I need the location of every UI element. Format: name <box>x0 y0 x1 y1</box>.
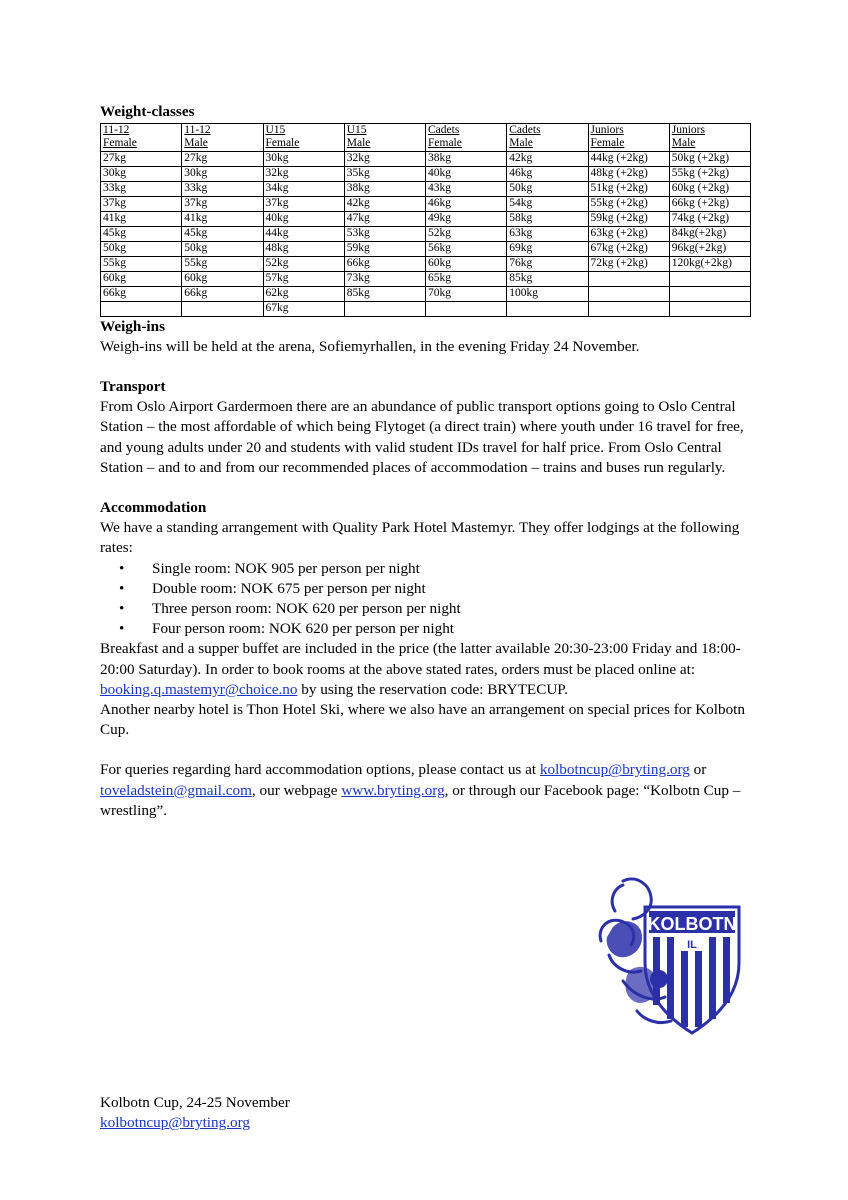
table-cell: 30kg <box>101 166 182 181</box>
queries-or: or <box>693 761 707 779</box>
table-cell: 43kg <box>426 181 507 196</box>
table-cell: 44kg <box>263 226 344 241</box>
table-cell: 40kg <box>263 211 344 226</box>
table-cell: 55kg (+2kg) <box>669 166 750 181</box>
table-cell: 30kg <box>263 151 344 166</box>
table-row <box>101 301 751 316</box>
table-cell: 49kg <box>426 211 507 226</box>
table-cell: 59kg (+2kg) <box>588 211 669 226</box>
table-cell: 76kg <box>507 256 588 271</box>
bullet-icon: • <box>119 559 125 577</box>
bullet-icon: • <box>119 620 125 638</box>
table-row <box>101 241 751 256</box>
queries-webpage-label: , our webpage <box>251 781 338 799</box>
column-header-line: Female <box>590 137 625 150</box>
table-cell: 57kg <box>263 271 344 286</box>
table-row <box>101 226 751 241</box>
logo-suffix: IL <box>687 939 697 951</box>
table-cell: 63kg (+2kg) <box>588 226 669 241</box>
footer-event: Kolbotn Cup, 24-25 November <box>100 1094 290 1111</box>
table-cell: 48kg <box>263 241 344 256</box>
rates-list <box>100 559 760 640</box>
table-cell: 67kg <box>263 301 344 316</box>
table-cell: 32kg <box>344 151 425 166</box>
table-cell <box>669 301 750 316</box>
transport-heading: Transport <box>100 378 166 396</box>
table-cell: 59kg <box>344 241 425 256</box>
table-row <box>101 196 751 211</box>
table-cell: 37kg <box>263 196 344 211</box>
table-cell: 56kg <box>426 241 507 256</box>
column-header-line: Female <box>265 137 300 150</box>
table-cell: 30kg <box>182 166 263 181</box>
table-cell: 50kg <box>101 241 182 256</box>
table-cell: 66kg <box>344 256 425 271</box>
table-row <box>101 181 751 196</box>
weigh-ins-heading: Weigh-ins <box>100 317 165 335</box>
column-header-line: Female <box>103 137 137 150</box>
table-cell: 73kg <box>344 271 425 286</box>
column-header-line: Cadets <box>428 124 460 137</box>
rate-text: Four person room: NOK 620 per person per night <box>152 620 455 638</box>
table-row <box>101 286 751 301</box>
other-hotel-text: Another nearby hotel is Thon Hotel Ski, where we also have an arrangement on special prices for Kolbotn Cup. <box>100 701 745 739</box>
column-header <box>669 124 750 151</box>
column-header <box>588 124 669 151</box>
table-cell: 54kg <box>507 196 588 211</box>
table-cell <box>426 301 507 316</box>
accommodation-intro: We have a standing arrangement with Quality Park Hotel Mastemyr. They offer lodgings at the following rates: <box>100 519 740 557</box>
column-header <box>426 124 507 151</box>
weight-classes-table <box>100 123 751 316</box>
table-cell: 50kg (+2kg) <box>669 151 750 166</box>
table-row <box>101 166 751 181</box>
rate-text: Single room: NOK 905 per person per night <box>152 559 420 577</box>
column-header <box>263 124 344 151</box>
table-cell: 50kg <box>507 181 588 196</box>
column-header-line: Male <box>509 137 533 150</box>
table-cell: 40kg <box>426 166 507 181</box>
booking-paragraph <box>100 639 760 700</box>
column-header <box>182 124 263 151</box>
table-cell <box>182 301 263 316</box>
column-header-line: 11-12 <box>103 124 130 137</box>
column-header-line: Male <box>671 137 696 150</box>
weight-classes-heading: Weight-classes <box>100 103 195 120</box>
table-cell: 96kg(+2kg) <box>669 241 750 256</box>
table-cell: 44kg (+2kg) <box>588 151 669 166</box>
table-cell <box>669 286 750 301</box>
table-cell: 45kg <box>101 226 182 241</box>
table-cell <box>669 271 750 286</box>
table-cell: 41kg <box>101 211 182 226</box>
table-cell: 35kg <box>344 166 425 181</box>
column-header-line: Cadets <box>509 124 541 137</box>
table-cell: 66kg <box>101 286 182 301</box>
table-cell: 60kg <box>182 271 263 286</box>
rate-text: Double room: NOK 675 per person per night <box>152 579 426 597</box>
page-footer <box>100 1093 290 1133</box>
table-cell: 67kg (+2kg) <box>588 241 669 256</box>
table-row <box>101 211 751 226</box>
table-cell: 33kg <box>101 181 182 196</box>
table-cell: 55kg (+2kg) <box>588 196 669 211</box>
table-cell: 85kg <box>507 271 588 286</box>
table-cell: 62kg <box>263 286 344 301</box>
column-header <box>101 124 182 151</box>
table-cell: 100kg <box>507 286 588 301</box>
table-cell: 32kg <box>263 166 344 181</box>
table-cell: 45kg <box>182 226 263 241</box>
queries-lead: For queries regarding hard accommodation options, please contact us at <box>100 761 537 779</box>
table-cell: 51kg (+2kg) <box>588 181 669 196</box>
column-header-line: Male <box>346 137 371 150</box>
table-cell: 50kg <box>182 241 263 256</box>
table-row <box>101 256 751 271</box>
table-cell <box>588 271 669 286</box>
list-item <box>100 579 760 599</box>
logo-name: KOLBOTN <box>647 914 737 934</box>
table-cell: 27kg <box>101 151 182 166</box>
queries-tail: , or through our Facebook page: “Kolbotn Cup – wrestling”. <box>100 781 741 819</box>
bullet-icon: • <box>119 579 125 597</box>
table-cell: 60kg <box>426 256 507 271</box>
column-header-line: Female <box>428 137 462 150</box>
bullet-icon: • <box>119 600 125 618</box>
table-cell: 52kg <box>263 256 344 271</box>
table-cell: 60kg (+2kg) <box>669 181 750 196</box>
table-cell: 74kg (+2kg) <box>669 211 750 226</box>
kolbotn-il-logo <box>593 871 743 1041</box>
table-cell: 66kg (+2kg) <box>669 196 750 211</box>
website-link[interactable]: www.bryting.org <box>341 781 445 799</box>
table-cell: 55kg <box>101 256 182 271</box>
table-cell: 70kg <box>426 286 507 301</box>
column-header-line: U15 <box>265 124 286 137</box>
table-cell: 65kg <box>426 271 507 286</box>
table-row <box>101 271 751 286</box>
table-cell: 66kg <box>182 286 263 301</box>
table-cell: 42kg <box>507 151 588 166</box>
table-cell <box>344 301 425 316</box>
table-cell: 120kg(+2kg) <box>669 256 750 271</box>
table-cell: 55kg <box>182 256 263 271</box>
table-cell: 33kg <box>182 181 263 196</box>
booking-tail: by using the reservation code: BRYTECUP. <box>301 680 568 698</box>
table-cell: 48kg (+2kg) <box>588 166 669 181</box>
table-cell: 58kg <box>507 211 588 226</box>
table-cell <box>588 286 669 301</box>
table-cell: 63kg <box>507 226 588 241</box>
column-header-line: Juniors <box>590 124 624 137</box>
footer-email-link[interactable]: kolbotncup@bryting.org <box>100 1114 250 1132</box>
table-cell <box>588 301 669 316</box>
contact-email-link[interactable]: kolbotncup@bryting.org <box>539 761 690 779</box>
weigh-ins-text: Weigh-ins will be held at the arena, Sofiemyrhallen, in the evening Friday 24 November. <box>100 337 640 355</box>
table-cell: 41kg <box>182 211 263 226</box>
table-row <box>101 151 751 166</box>
table-cell: 60kg <box>101 271 182 286</box>
column-header <box>344 124 425 151</box>
table-cell: 46kg <box>426 196 507 211</box>
table-cell: 47kg <box>344 211 425 226</box>
table-cell: 38kg <box>344 181 425 196</box>
table-cell: 53kg <box>344 226 425 241</box>
table-cell: 37kg <box>182 196 263 211</box>
table-cell: 37kg <box>101 196 182 211</box>
rate-text: Three person room: NOK 620 per person per night <box>152 600 461 618</box>
contact-email2-link[interactable]: toveladstein@gmail.com <box>100 781 252 799</box>
table-cell: 38kg <box>426 151 507 166</box>
column-header-line: 11-12 <box>184 124 211 137</box>
table-cell: 42kg <box>344 196 425 211</box>
transport-text: From Oslo Airport Gardermoen there are an abundance of public transport options going to Oslo Central Station – the most affordable of which being Flytoget (a direct train) where youth under 16 travel for free, and young adults under 20 and students with valid student IDs travel for half price. From Oslo Central Station – and to and from our recommended places of accommodation – trains and buses run regularly. <box>100 398 744 476</box>
table-cell: 27kg <box>182 151 263 166</box>
table-cell: 85kg <box>344 286 425 301</box>
table-cell: 34kg <box>263 181 344 196</box>
list-item <box>100 559 760 579</box>
queries-paragraph <box>100 760 760 821</box>
column-header-line: U15 <box>346 124 367 137</box>
table-cell <box>507 301 588 316</box>
table-cell: 52kg <box>426 226 507 241</box>
booking-text: Breakfast and a supper buffet are included in the price (the latter available 20:30-23:00 Friday and 18:00-20:00 Saturday). In order to book rooms at the above stated rates, orders must be placed online at: <box>100 640 741 678</box>
accommodation-heading: Accommodation <box>100 499 207 517</box>
list-item <box>100 619 760 639</box>
booking-email-link[interactable]: booking.q.mastemyr@choice.no <box>100 680 298 698</box>
column-header <box>507 124 588 151</box>
table-cell <box>101 301 182 316</box>
table-cell: 46kg <box>507 166 588 181</box>
column-header-line: Male <box>184 137 208 150</box>
table-cell: 72kg (+2kg) <box>588 256 669 271</box>
list-item <box>100 599 760 619</box>
table-cell: 84kg(+2kg) <box>669 226 750 241</box>
table-cell: 69kg <box>507 241 588 256</box>
document-body <box>100 102 760 821</box>
column-header-line: Juniors <box>671 124 705 137</box>
